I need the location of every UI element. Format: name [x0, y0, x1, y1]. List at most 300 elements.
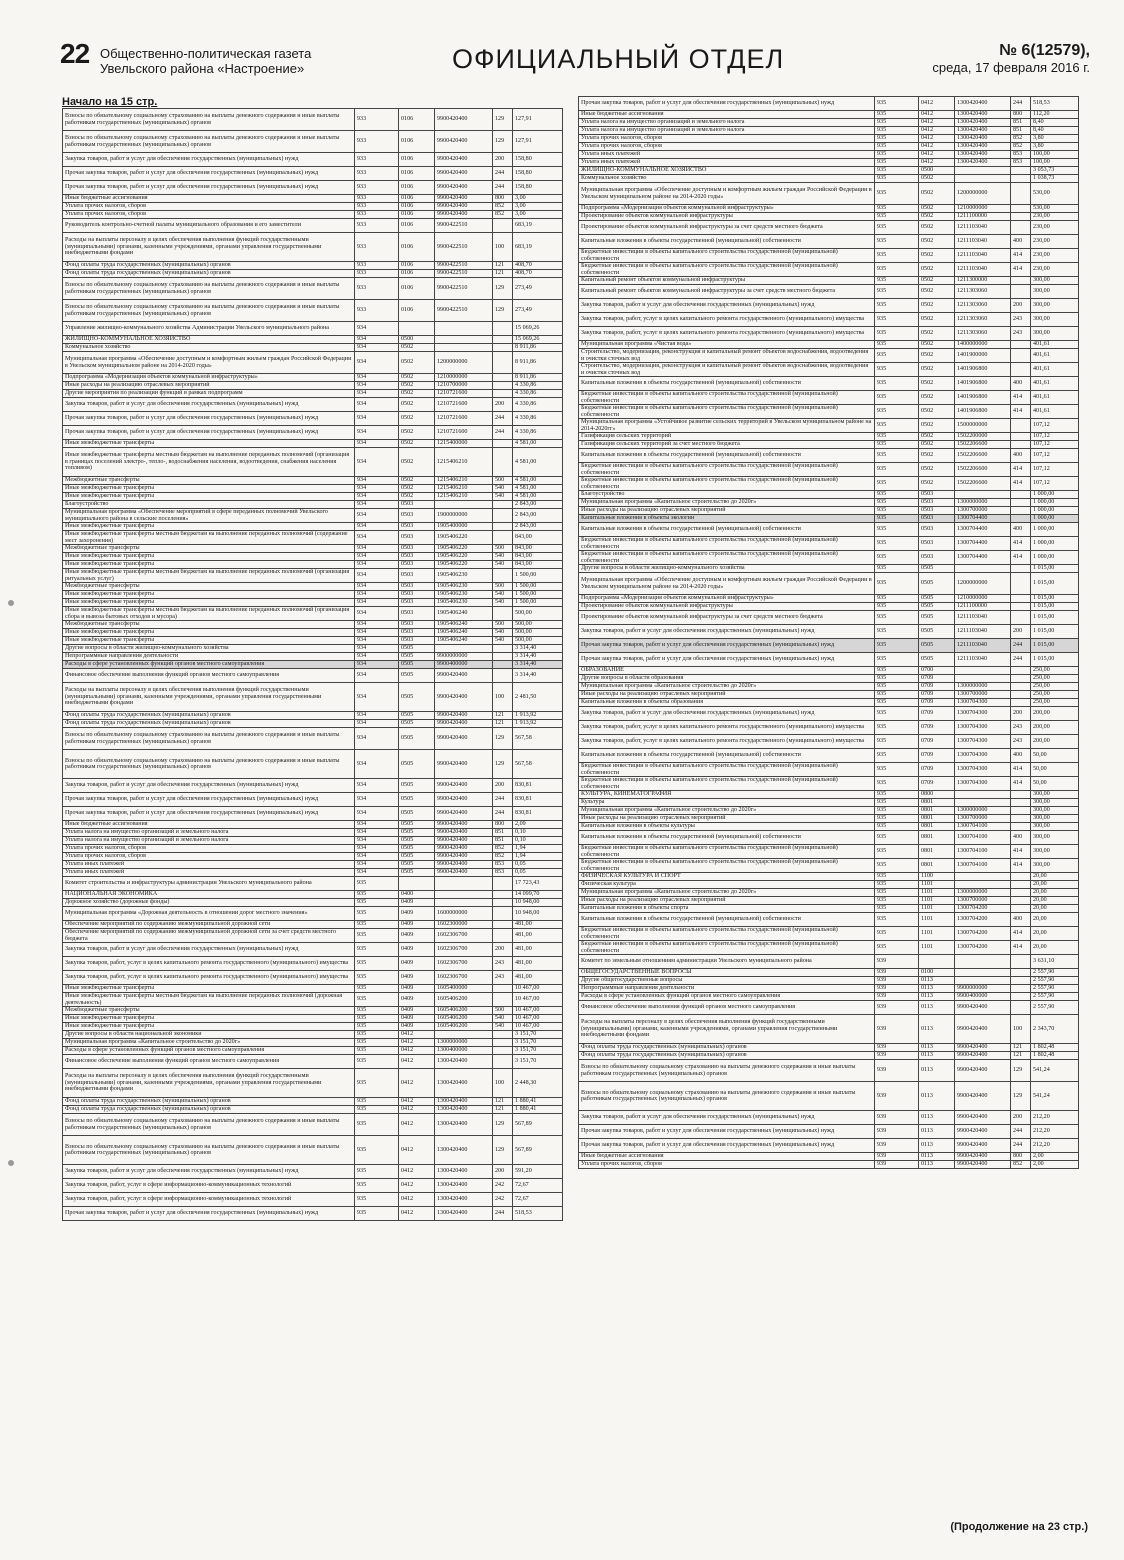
row-amount: 4 581,00 [513, 485, 563, 493]
row-amount: 2 557,90 [1031, 1001, 1079, 1015]
row-amount: 481,00 [513, 929, 563, 943]
row-expense-type: 800 [493, 195, 513, 203]
row-description: Иные межбюджетные трансферты местным бюджетам на выполнение переданных полномочий (организация ритуальных услуг) [63, 569, 355, 583]
row-section: 0502 [919, 299, 955, 313]
table-row [63, 861, 563, 869]
row-amount: 20,00 [1031, 881, 1079, 889]
table-row [579, 97, 1079, 111]
row-expense-type: 853 [1011, 151, 1031, 159]
row-description: Расходы на выплаты персоналу в целях обеспечения выполнения функций государственными (муниципальными) органами, казенными учреждениями, органами управления государственными внебюджетными фондами [63, 683, 355, 712]
row-section: 1101 [919, 905, 955, 913]
row-expense-type [1011, 881, 1031, 889]
row-target: 1300704400 [955, 551, 1011, 565]
row-description: Иные межбюджетные трансферты [63, 629, 355, 637]
row-expense-type [493, 661, 513, 669]
table-row [63, 477, 563, 485]
row-target: 1300420400 [435, 1114, 493, 1136]
row-ministry: 934 [355, 829, 399, 837]
table-row [579, 1044, 1079, 1052]
row-section: 0503 [399, 523, 435, 531]
row-description: Муниципальная программа «Капитальное строительство до 2020г» [579, 889, 875, 897]
table-row [579, 205, 1079, 213]
row-ministry: 935 [875, 249, 919, 263]
row-description: Прочая закупка товаров, работ и услуг для обеспечения государственных (муниципальных) нужд [63, 807, 355, 821]
row-ministry: 935 [875, 573, 919, 595]
table-row [579, 151, 1079, 159]
row-target: 1215406210 [435, 493, 493, 501]
table-row [579, 441, 1079, 449]
row-amount: 250,00 [1031, 699, 1079, 707]
row-section: 0709 [919, 707, 955, 721]
table-row [579, 799, 1079, 807]
row-amount: 3,80 [1031, 143, 1079, 151]
row-amount: 3 151,70 [513, 1055, 563, 1069]
row-description: Межбюджетные трансферты [63, 477, 355, 485]
row-amount: 567,89 [513, 1136, 563, 1165]
row-amount: 4 581,00 [513, 493, 563, 501]
table-row [63, 993, 563, 1007]
row-section: 0505 [399, 837, 435, 845]
row-ministry: 935 [875, 391, 919, 405]
row-section: 0113 [919, 1111, 955, 1125]
row-description: Прочая закупка товаров, работ и услуг для обеспечения государственных (муниципальных) нужд [579, 653, 875, 667]
row-section: 0113 [919, 1082, 955, 1111]
row-expense-type: 243 [493, 971, 513, 985]
row-ministry: 939 [875, 977, 919, 985]
row-ministry: 934 [355, 793, 399, 807]
row-ministry: 935 [875, 377, 919, 391]
table-row [579, 143, 1079, 151]
row-amount: 250,00 [1031, 667, 1079, 675]
table-row [63, 448, 563, 477]
row-section: 0412 [919, 97, 955, 111]
row-ministry: 935 [355, 1136, 399, 1165]
row-expense-type: 540 [493, 637, 513, 645]
table-row [579, 625, 1079, 639]
row-target: 1210000000 [435, 374, 493, 382]
row-target: 1300700000 [955, 897, 1011, 905]
table-row [579, 183, 1079, 205]
row-amount: 10 467,00 [513, 993, 563, 1007]
row-description: ОБЩЕГОСУДАРСТВЕННЫЕ ВОПРОСЫ [579, 969, 875, 977]
row-description: Другие мероприятия по реализации функций в рамках подпрограмм [63, 390, 355, 398]
row-target: 1905406240 [435, 637, 493, 645]
row-section: 0106 [399, 153, 435, 167]
table-row [579, 515, 1079, 523]
row-expense-type: 121 [1011, 1052, 1031, 1060]
row-target: 1502200000 [955, 433, 1011, 441]
row-target: 1300420400 [435, 1165, 493, 1179]
row-target: 1401900000 [955, 349, 1011, 363]
row-ministry: 935 [875, 167, 919, 175]
row-section: 0709 [919, 777, 955, 791]
row-section: 0412 [919, 151, 955, 159]
row-section: 0505 [919, 603, 955, 611]
row-expense-type: 129 [493, 750, 513, 779]
row-section: 0503 [919, 551, 955, 565]
row-description: Взносы по обязательному социальному страхованию на выплаты денежного содержания и иные выплаты работникам государственных (муниципальных) органов [63, 300, 355, 322]
row-expense-type [1011, 667, 1031, 675]
row-ministry: 935 [875, 941, 919, 955]
row-ministry: 934 [355, 669, 399, 683]
row-description: Обеспечение мероприятий по содержанию межмуниципальной дорожной сети за счет средств местного бюджета [63, 929, 355, 943]
row-ministry: 935 [875, 349, 919, 363]
row-amount: 300,00 [1031, 815, 1079, 823]
table-row [579, 977, 1079, 985]
row-ministry: 939 [875, 1111, 919, 1125]
row-section: 0412 [399, 1031, 435, 1039]
row-expense-type: 244 [1011, 1139, 1031, 1153]
row-ministry: 935 [875, 845, 919, 859]
row-expense-type: 852 [1011, 1161, 1031, 1169]
table-row [63, 661, 563, 669]
row-description: Обеспечение мероприятий по содержанию межмуниципальной дорожной сети [63, 921, 355, 929]
row-target: 1502206600 [955, 449, 1011, 463]
row-description: Другие вопросы в области жилищно-коммунального хозяйства [63, 645, 355, 653]
row-target [435, 322, 493, 336]
row-description: Расходы на выплаты персоналу в целях обеспечения выполнения функций государственными (муниципальными) органами, казенными учреждениями, органами управления государственными внебюджетными фондами [63, 233, 355, 262]
row-ministry: 935 [355, 891, 399, 899]
row-amount: 8,40 [1031, 119, 1079, 127]
row-amount: 3,00 [513, 195, 563, 203]
row-expense-type [1011, 823, 1031, 831]
row-expense-type: 400 [1011, 377, 1031, 391]
row-ministry: 935 [875, 667, 919, 675]
table-row [63, 344, 563, 352]
row-expense-type [1011, 363, 1031, 377]
row-section: 0503 [919, 523, 955, 537]
row-expense-type [1011, 889, 1031, 897]
row-section: 0502 [919, 419, 955, 433]
table-row [579, 119, 1079, 127]
row-target: 1300704300 [955, 735, 1011, 749]
row-target: 1300420400 [955, 127, 1011, 135]
row-amount: 518,53 [513, 1207, 563, 1221]
row-ministry: 935 [875, 537, 919, 551]
row-target: 1300704200 [955, 927, 1011, 941]
row-section: 0502 [399, 426, 435, 440]
row-section: 0502 [399, 440, 435, 448]
row-description: Проектирование объектов коммунальной инфраструктуры за счет средств местного бюджета [579, 221, 875, 235]
row-target: 1500000000 [955, 419, 1011, 433]
row-target: 1211103040 [955, 263, 1011, 277]
row-ministry: 935 [875, 111, 919, 119]
row-description: Расходы в сфере установленных функций органов местного самоуправления [63, 661, 355, 669]
row-section: 0505 [399, 683, 435, 712]
budget-table-left [62, 108, 563, 1221]
table-row [63, 683, 563, 712]
row-description: Муниципальная программа «Чистая вода» [579, 341, 875, 349]
row-section: 0502 [919, 235, 955, 249]
row-ministry: 935 [875, 327, 919, 341]
row-target: 1300000000 [955, 889, 1011, 897]
row-expense-type: 129 [493, 131, 513, 153]
row-section: 0502 [399, 485, 435, 493]
row-expense-type [1011, 433, 1031, 441]
row-expense-type [1011, 341, 1031, 349]
row-expense-type: 800 [1011, 1153, 1031, 1161]
row-description: Взносы по обязательному социальному страхованию на выплаты денежного содержания и иные выплаты работникам государственных (муниципальных) органов [63, 750, 355, 779]
table-row [63, 645, 563, 653]
table-row [579, 1015, 1079, 1044]
row-expense-type [493, 929, 513, 943]
row-target: 9900422510 [435, 262, 493, 270]
row-section: 0505 [919, 611, 955, 625]
row-target: 1300704400 [955, 537, 1011, 551]
row-description: Закупка товаров, работ и услуг для обеспечения государственных (муниципальных) нужд [579, 707, 875, 721]
row-ministry: 935 [875, 515, 919, 523]
row-description: Уплата иных платежей [63, 869, 355, 877]
row-section: 0503 [399, 621, 435, 629]
table-row [579, 777, 1079, 791]
table-row [63, 493, 563, 501]
row-target: 9900420400 [955, 1082, 1011, 1111]
row-target [435, 645, 493, 653]
row-target: 9900420400 [435, 779, 493, 793]
row-expense-type: 121 [493, 262, 513, 270]
table-row [579, 699, 1079, 707]
row-description: Проектирование объектов коммунальной инфраструктуры [579, 213, 875, 221]
row-description: Фонд оплаты труда государственных (муниципальных) органов [63, 1106, 355, 1114]
row-amount: 1 500,00 [513, 591, 563, 599]
row-amount: 212,20 [1031, 1139, 1079, 1153]
row-target: 1211100000 [955, 603, 1011, 611]
left-column [62, 96, 562, 1221]
row-ministry: 934 [355, 448, 399, 477]
row-section: 0502 [919, 205, 955, 213]
row-amount: 1 015,00 [1031, 603, 1079, 611]
row-section: 0502 [919, 341, 955, 349]
table-row [63, 653, 563, 661]
table-row [63, 1047, 563, 1055]
row-description: Иные межбюджетные трансферты [63, 440, 355, 448]
row-amount: 2 557,90 [1031, 985, 1079, 993]
row-section: 0502 [919, 277, 955, 285]
row-ministry: 933 [355, 167, 399, 181]
row-amount: 300,00 [1031, 823, 1079, 831]
table-row [579, 499, 1079, 507]
row-description: Закупка товаров, работ и услуг для обеспечения государственных (муниципальных) нужд [579, 625, 875, 639]
row-target: 1602306700 [435, 971, 493, 985]
row-ministry: 933 [355, 270, 399, 278]
row-amount: 158,80 [513, 167, 563, 181]
row-expense-type [1011, 419, 1031, 433]
row-amount: 15 069,26 [513, 336, 563, 344]
row-target [435, 877, 493, 891]
row-description: Иные межбюджетные трансферты [63, 561, 355, 569]
row-amount: 1 000,00 [1031, 537, 1079, 551]
row-section: 0412 [919, 159, 955, 167]
row-amount: 1 015,00 [1031, 653, 1079, 667]
row-amount: 250,00 [1031, 683, 1079, 691]
row-section: 0502 [919, 433, 955, 441]
row-ministry: 935 [875, 625, 919, 639]
row-section: 0502 [399, 344, 435, 352]
row-section: 0412 [399, 1136, 435, 1165]
row-description: Капитальные вложения в объекты культуры [579, 823, 875, 831]
row-section: 0505 [919, 639, 955, 653]
table-row [63, 195, 563, 203]
table-row [579, 327, 1079, 341]
row-amount: 1 000,00 [1031, 523, 1079, 537]
row-section: 0505 [399, 728, 435, 750]
row-ministry: 934 [355, 599, 399, 607]
table-row [579, 1125, 1079, 1139]
row-target: 1200000000 [955, 183, 1011, 205]
row-section: 0106 [399, 278, 435, 300]
row-section: 0502 [919, 313, 955, 327]
row-section: 0502 [399, 398, 435, 412]
table-row [63, 845, 563, 853]
row-target: 1300420400 [955, 159, 1011, 167]
row-target: 9900420400 [955, 1139, 1011, 1153]
issue-number: № 6(12579), [999, 42, 1090, 59]
row-amount: 401,61 [1031, 349, 1079, 363]
table-row [63, 985, 563, 993]
row-expense-type: 851 [493, 837, 513, 845]
table-row [63, 398, 563, 412]
table-row [579, 491, 1079, 499]
row-description: Бюджетные инвестиции в объекты капитального строительства государственной (муниципальной) собственности [579, 263, 875, 277]
row-section: 0113 [919, 977, 955, 985]
row-ministry: 935 [875, 97, 919, 111]
row-amount: 3 631,10 [1031, 955, 1079, 969]
row-expense-type [1011, 573, 1031, 595]
table-row [579, 653, 1079, 667]
row-description: Муниципальная программа «Капитальное строительство до 2020г» [579, 683, 875, 691]
row-description: Закупка товаров, работ, услуг в целях капитального ремонта государственного (муниципального) имущества [579, 327, 875, 341]
row-section: 0412 [919, 143, 955, 151]
row-ministry: 933 [355, 278, 399, 300]
row-target: 1300700000 [955, 507, 1011, 515]
table-row [579, 707, 1079, 721]
table-row [63, 181, 563, 195]
row-ministry: 935 [875, 151, 919, 159]
row-ministry: 935 [875, 653, 919, 667]
row-target: 1401906800 [955, 391, 1011, 405]
row-amount: 230,00 [1031, 213, 1079, 221]
row-amount: 567,89 [513, 1114, 563, 1136]
table-row [579, 691, 1079, 699]
row-section: 0503 [399, 607, 435, 621]
row-ministry: 935 [875, 823, 919, 831]
table-row [63, 426, 563, 440]
punch-hole [8, 1160, 14, 1166]
row-description: Закупка товаров, работ и услуг для обеспечения государственных (муниципальных) нужд [63, 1165, 355, 1179]
row-amount: 1 500,00 [513, 599, 563, 607]
row-target: 1211103040 [955, 235, 1011, 249]
row-amount: 212,20 [1031, 1111, 1079, 1125]
table-row [579, 349, 1079, 363]
table-row [579, 277, 1079, 285]
row-description: Бюджетные инвестиции в объекты капитального строительства государственной (муниципальной) собственности [579, 249, 875, 263]
row-expense-type: 244 [1011, 97, 1031, 111]
row-expense-type [493, 899, 513, 907]
row-ministry: 935 [875, 603, 919, 611]
row-expense-type [1011, 955, 1031, 969]
row-ministry: 935 [875, 873, 919, 881]
row-ministry: 935 [875, 463, 919, 477]
row-description: Межбюджетные трансферты [63, 583, 355, 591]
table-row [579, 603, 1079, 611]
row-description: Строительство, модернизация, реконструкция и капитальный ремонт объектов водоснабжения, водоотведения и очистки сточных вод [579, 363, 875, 377]
row-amount: 2,00 [1031, 1153, 1079, 1161]
row-target [435, 336, 493, 344]
row-amount: 843,00 [513, 553, 563, 561]
row-section: 0502 [919, 221, 955, 235]
row-description: Межбюджетные трансферты [63, 621, 355, 629]
row-ministry: 935 [355, 921, 399, 929]
row-section: 0502 [919, 285, 955, 299]
row-target: 1211103040 [955, 625, 1011, 639]
row-ministry: 933 [355, 181, 399, 195]
row-expense-type: 129 [493, 300, 513, 322]
table-row [63, 793, 563, 807]
row-ministry: 934 [355, 807, 399, 821]
row-expense-type [493, 390, 513, 398]
row-target: 9900420400 [435, 861, 493, 869]
row-target [955, 799, 1011, 807]
table-row [63, 1039, 563, 1047]
table-row [63, 637, 563, 645]
table-row [579, 213, 1079, 221]
table-row [63, 921, 563, 929]
row-description: Бюджетные инвестиции в объекты капитального строительства государственной (муниципальной) собственности [579, 927, 875, 941]
table-row [63, 374, 563, 382]
row-target: 1300000000 [955, 683, 1011, 691]
row-description: Муниципальная программа «Обеспечение мероприятий в сфере переданных полномочий Увельского муниципального района в сельские поселения» [63, 509, 355, 523]
row-amount: 72,67 [513, 1179, 563, 1193]
row-ministry: 935 [875, 491, 919, 499]
row-ministry: 934 [355, 629, 399, 637]
row-ministry: 933 [355, 300, 399, 322]
table-row [579, 969, 1079, 977]
row-amount: 230,00 [1031, 263, 1079, 277]
row-expense-type [493, 336, 513, 344]
table-row [579, 807, 1079, 815]
row-target: 1905406220 [435, 531, 493, 545]
row-amount: 4 330,86 [513, 398, 563, 412]
page-number: 22 [60, 38, 90, 69]
row-target: 9900420400 [955, 1161, 1011, 1169]
row-description: Бюджетные инвестиции в объекты капитального строительства государственной (муниципальной) собственности [579, 941, 875, 955]
row-ministry: 933 [355, 203, 399, 211]
table-row [579, 1139, 1079, 1153]
row-expense-type: 244 [493, 793, 513, 807]
row-ministry: 939 [875, 1044, 919, 1052]
row-description: Прочая закупка товаров, работ и услуг для обеспечения государственных (муниципальных) нужд [63, 1207, 355, 1221]
row-ministry: 935 [355, 957, 399, 971]
row-ministry: 933 [355, 262, 399, 270]
row-target: 9900420400 [955, 1044, 1011, 1052]
row-expense-type: 540 [493, 629, 513, 637]
row-ministry: 935 [875, 565, 919, 573]
row-expense-type: 540 [493, 591, 513, 599]
row-amount: 300,00 [1031, 799, 1079, 807]
row-section: 0106 [399, 181, 435, 195]
row-description: Коммунальное хозяйство [63, 344, 355, 352]
row-amount: 8 911,86 [513, 374, 563, 382]
row-expense-type: 400 [1011, 235, 1031, 249]
row-target: 1300420400 [435, 1069, 493, 1098]
row-amount: 530,00 [1031, 205, 1079, 213]
row-expense-type [1011, 167, 1031, 175]
row-description: Взносы по обязательному социальному страхованию на выплаты денежного содержания и иные выплаты работникам государственных (муниципальных) органов [63, 131, 355, 153]
row-ministry: 934 [355, 621, 399, 629]
table-row [579, 523, 1079, 537]
row-description: Закупка товаров, работ, услуг в сфере информационно-коммуникационных технологий [63, 1179, 355, 1193]
row-description: Прочая закупка товаров, работ и услуг для обеспечения государственных (муниципальных) нужд [579, 1139, 875, 1153]
